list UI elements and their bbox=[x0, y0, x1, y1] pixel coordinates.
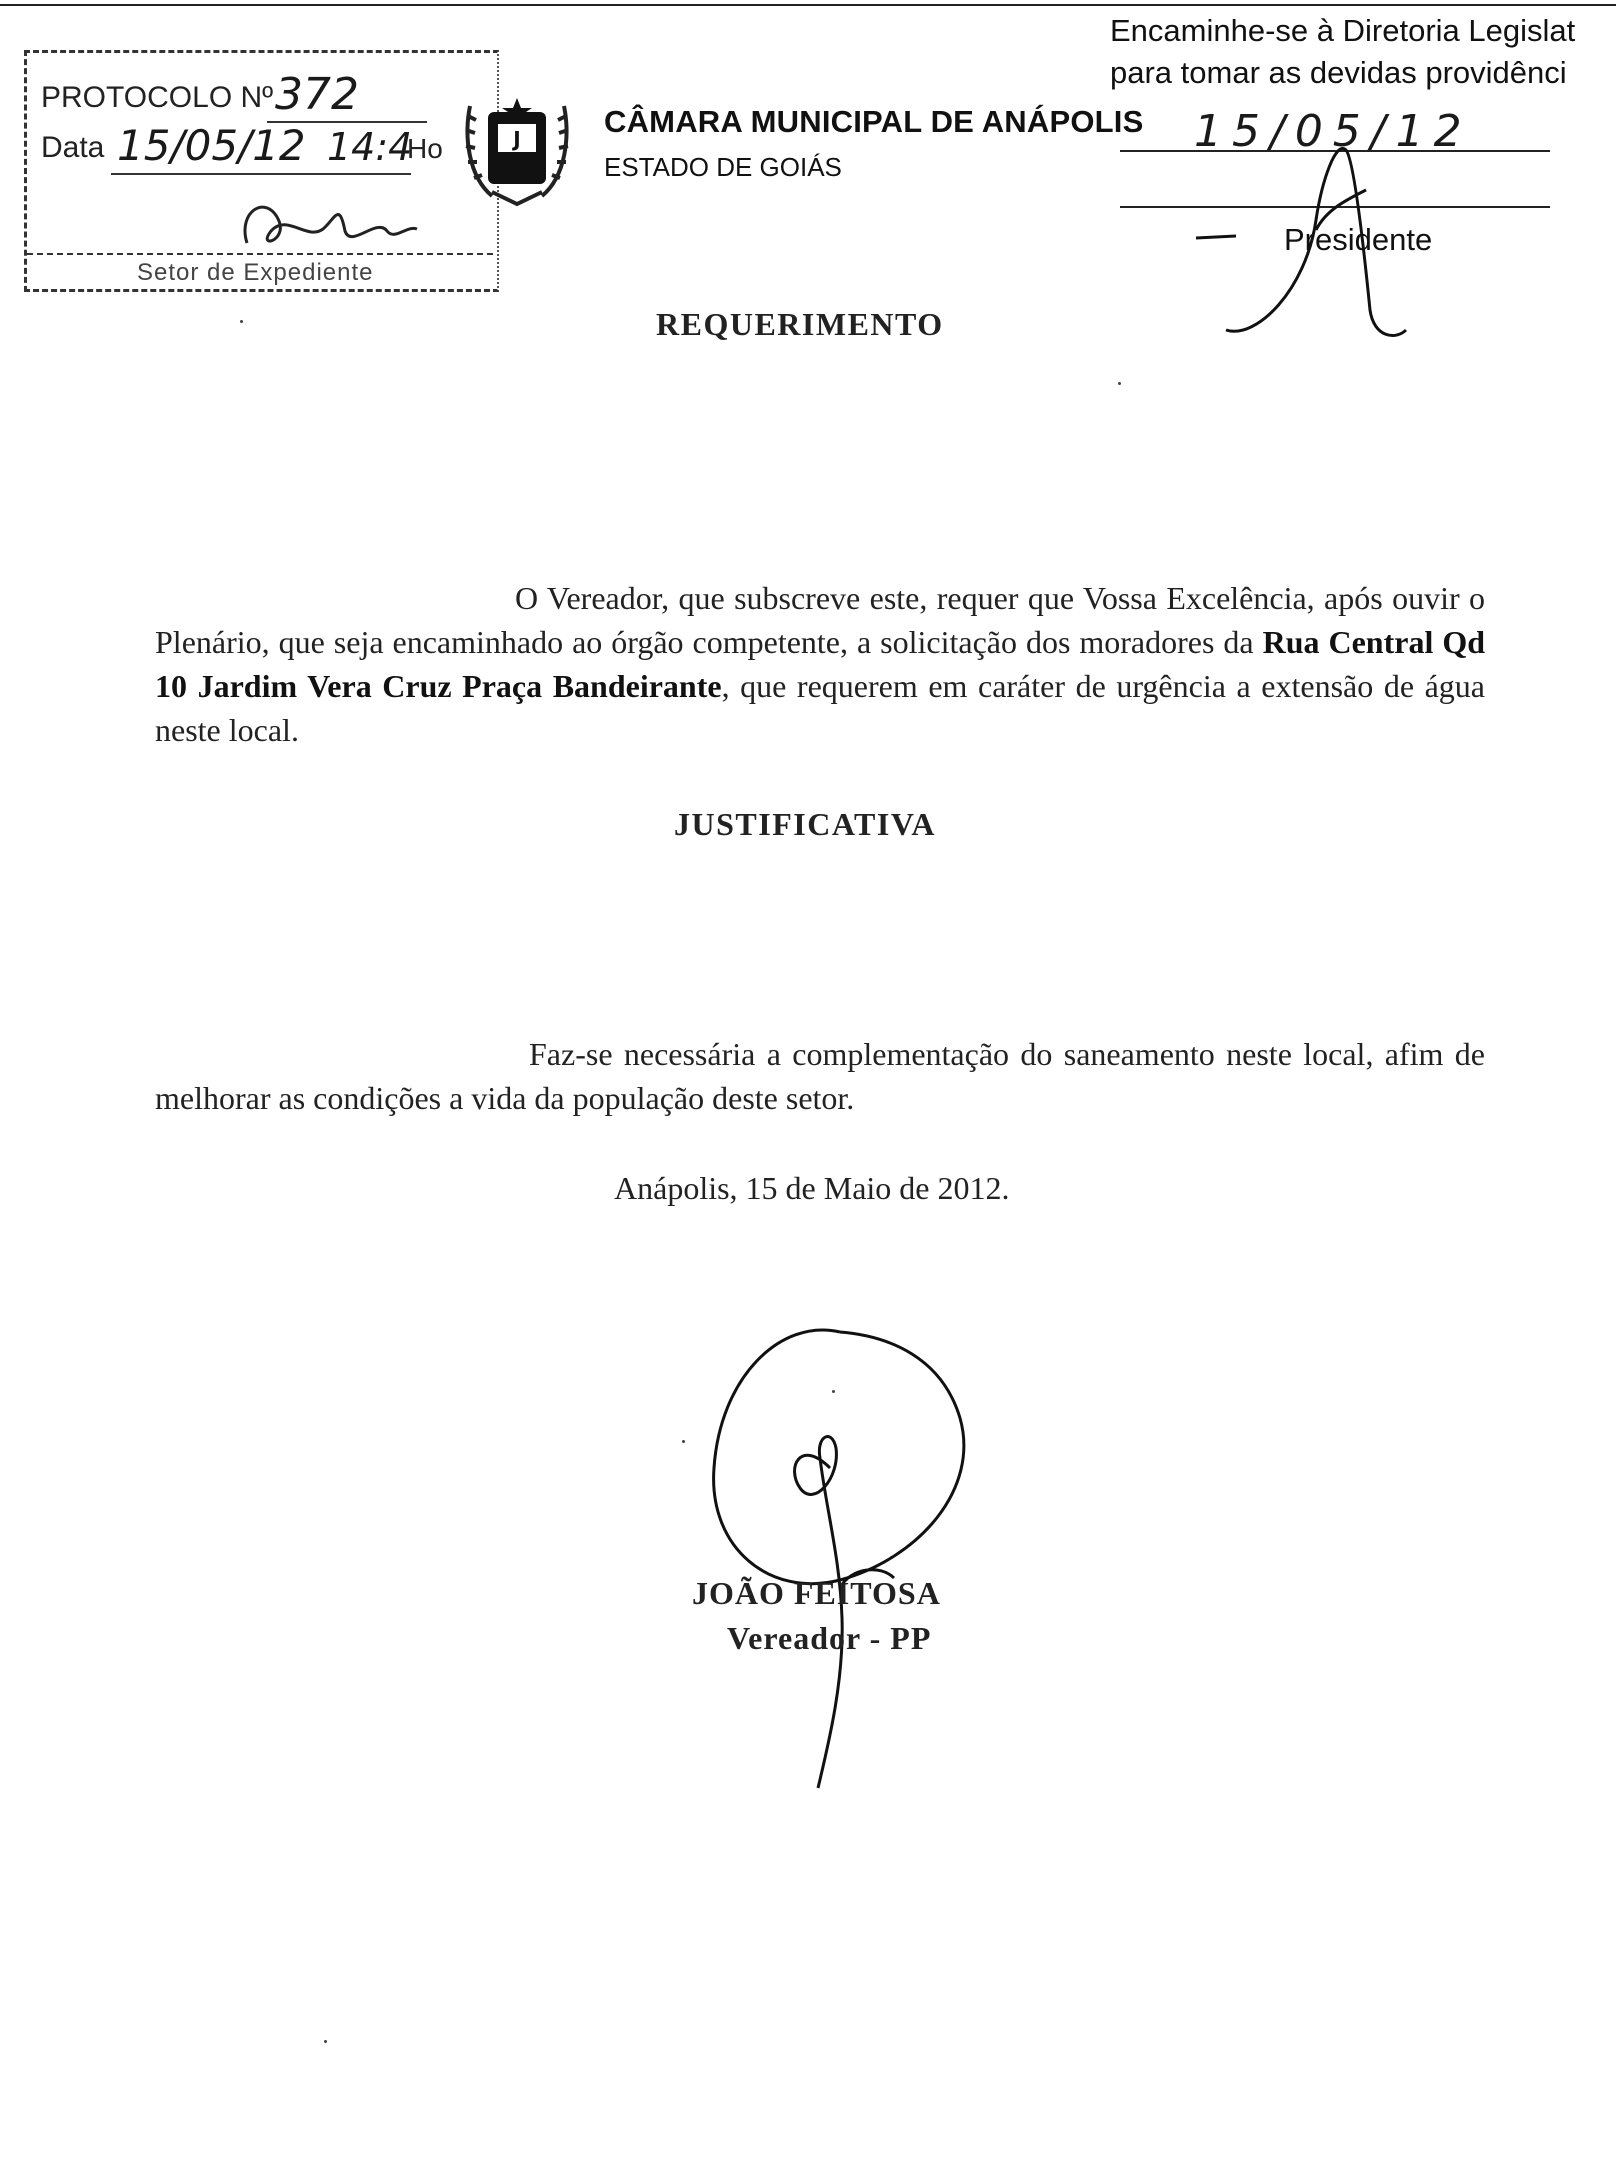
dispatch-note bbox=[1110, 10, 1575, 94]
stamp-time: 14:4 bbox=[327, 125, 413, 169]
protocol-number: 372 bbox=[275, 69, 359, 120]
document-heading: REQUERIMENTO bbox=[656, 306, 944, 342]
stamp-date: 15/05/12 bbox=[117, 121, 306, 170]
sector-label: Setor de Expediente bbox=[137, 259, 374, 286]
place-date: Anápolis, 15 de Maio de 2012. bbox=[614, 1170, 1010, 1206]
request-address: Rua Central Qd 10 Jardim Vera Cruz Praça Bandeirante bbox=[155, 624, 1486, 704]
request-paragraph bbox=[155, 576, 1485, 752]
dispatch-line-1: Encaminhe-se à Diretoria Legislat bbox=[1110, 13, 1576, 48]
hour-label: Ho bbox=[407, 133, 443, 164]
request-text-after: , que requerem em caráter de urgência a extensão de água neste local. bbox=[155, 668, 1485, 748]
protocol-label: PROTOCOLO Nº bbox=[41, 81, 274, 114]
justification-heading: JUSTIFICATIVA bbox=[674, 806, 936, 842]
scan-speck bbox=[324, 2040, 327, 2043]
institution-subtitle: ESTADO DE GOIÁS bbox=[604, 152, 842, 182]
scan-speck bbox=[1118, 382, 1121, 385]
institution-title: CÂMARA MUNICIPAL DE ANÁPOLIS bbox=[604, 104, 1144, 139]
councilor-name: JOÃO FEITOSA bbox=[692, 1575, 941, 1611]
svg-text:J: J bbox=[513, 127, 521, 151]
date-label: Data bbox=[41, 131, 105, 164]
stamp-initials-signature bbox=[227, 191, 427, 261]
scan-speck bbox=[240, 320, 243, 323]
councilor-signature bbox=[690, 1318, 1000, 1798]
protocol-stamp bbox=[24, 50, 499, 292]
justification-paragraph bbox=[155, 1032, 1485, 1120]
dispatch-line-2: para tomar as devidas providênci bbox=[1110, 55, 1567, 90]
scan-speck bbox=[682, 1440, 685, 1443]
justification-text: Faz-se necessária a complementação do saneamento neste local, afim de melhorar as condições a vida da população deste setor. bbox=[155, 1036, 1485, 1116]
president-label: Presidente bbox=[1284, 222, 1433, 257]
scan-edge-line bbox=[0, 4, 1616, 6]
councilor-role: Vereador - PP bbox=[727, 1620, 932, 1656]
scan-speck bbox=[832, 1390, 835, 1393]
municipal-crest-logo bbox=[462, 96, 572, 216]
request-text-before: O Vereador, que subscreve este, requer que Vossa Excelência, após ouvir o Plenário, que seja encaminhado ao órgão competente, a solicitação dos moradores da bbox=[155, 580, 1485, 660]
dispatch-date: 15/05/12 bbox=[1194, 106, 1472, 157]
